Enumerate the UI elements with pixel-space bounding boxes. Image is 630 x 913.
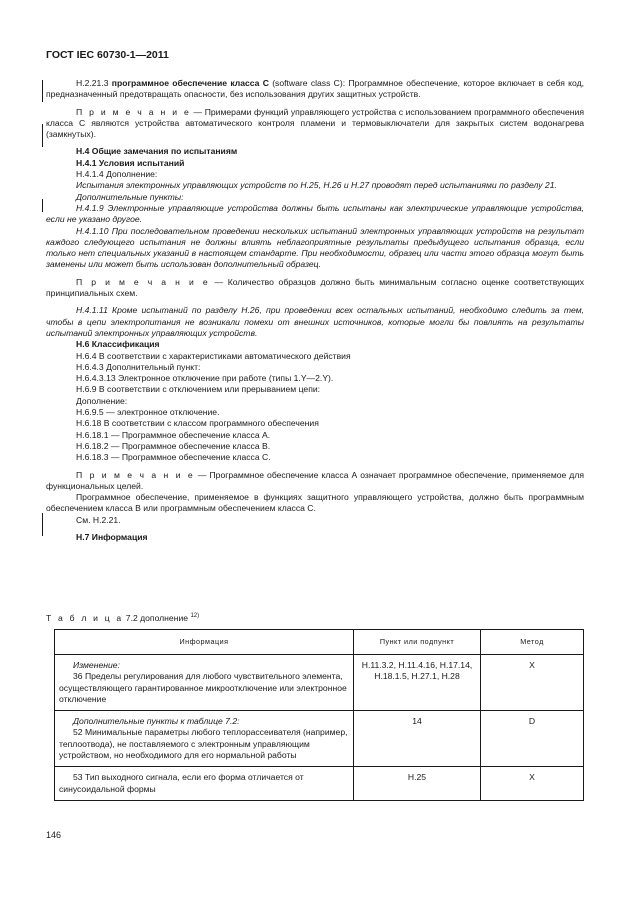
section-heading: H.4 Общие замечания по испытаниям: [76, 146, 238, 157]
paragraph: H.4.1.11 Кроме испытаний по разделу H.26, при проведении всех остальных испытаний, необходимо следить за тем, чтобы в цепи электропитания не возникали помехи от внешних источников, которые могли бы повлиять на результаты испытаний электронных управляющих устройств.: [46, 305, 584, 338]
column-header: Метод: [481, 630, 584, 655]
table-cell: 53 Тип выходного сигнала, если его форма отличается от синусоидальной формы: [55, 767, 354, 801]
table-cell: X: [481, 767, 584, 801]
table-caption: Т а б л и ц а 7.2 дополнение $^{12)}$: [46, 613, 200, 623]
change-bar: [42, 199, 43, 212]
table-cell: Изменение: 36 Пределы регулирования для любого чувствительного элемента, осуществляющего гарантированное микроотключение или электронное отключение: [55, 655, 354, 711]
section-heading: H.4.1 Условия испытаний: [76, 157, 185, 168]
table-row: [55, 767, 584, 801]
paragraph: H.4.1.10 При последовательном проведении нескольких испытаний электронных управляющих устройств на результат каждого следующего испытания не должны влиять неблагоприятные результаты предыдущего испытания образца, если только нет специальных указаний в настоящем стандарте. При необходимости, образец или части этого образца могут быть заменены или может быть использован дополнительный образец.: [46, 225, 584, 270]
table-row: [55, 655, 584, 711]
table-header-row: [55, 630, 584, 655]
definition-h22113: H.2.21.3 программное обеспечение класса С (software class C): Программное обеспечение, которое включает в себя код, предназначенный предотвращать опасности, без использования других защитных устройств.: [46, 78, 584, 100]
note-2: П р и м е ч а н и е — Количество образцов должно быть минимальным согласно оценке соответствующих принципиальных схем.: [46, 276, 584, 299]
page-header: ГОСТ IEC 60730-1—2011: [46, 49, 169, 61]
section-heading: H.6 Классификация: [76, 339, 160, 350]
paragraph: Испытания электронных управляющих устройств по H.25, H.26 и H.27 проводят перед испытаниями по разделу 21.: [76, 180, 557, 191]
table-cell: 14: [354, 711, 481, 767]
paragraph: H.4.1.4 Дополнение:: [76, 169, 158, 180]
list-item: H.6.4.3.13 Электронное отключение при работе (типы 1.Y—2.Y).: [76, 373, 334, 384]
table-cell: H.11.3.2, H.11.4.16, H.17.14, H.18.1.5, H.27.1, H.28: [354, 655, 481, 711]
change-bar: [42, 513, 43, 536]
paragraph: Программное обеспечение, применяемое в функциях защитного управляющего устройства, должно быть программным обеспечением класса В или программным обеспечением класса С.: [46, 492, 584, 514]
list-item: H.6.18.2 — Программное обеспечение класса В.: [76, 440, 271, 451]
table-row: [55, 711, 584, 767]
column-header: Пункт или подпункт: [354, 630, 481, 655]
list-item: H.6.9.5 — электронное отключение.: [76, 407, 220, 418]
list-item: H.6.18 В соответствии с классом программного обеспечения: [76, 418, 319, 429]
paragraph: Дополнительные пункты:: [76, 191, 184, 202]
table-cell: Дополнительные пункты к таблице 7.2: 52 Минимальные параметры любого теплорассеивателя (например, теплоотвода), не поставляемого с электронным управляющим устройством, но необходимого для его нормальной работы: [55, 711, 354, 767]
column-header: Информация: [55, 630, 354, 655]
table-cell: H.25: [354, 767, 481, 801]
information-table: [54, 629, 584, 801]
main-text: [46, 78, 584, 543]
table-cell: D: [481, 711, 584, 767]
note-1: П р и м е ч а н и е — Примерами функций управляющего устройства с использованием программного обеспечения класса С являются устройства автоматического контроля пламени и термовыключатели для закрытых систем водонагрева (замкнутых).: [46, 106, 584, 140]
list-item: H.6.4 В соответствии с характеристиками автоматического действия: [76, 350, 351, 361]
list-item: H.6.4.3 Дополнительный пункт:: [76, 361, 201, 372]
note-3: П р и м е ч а н и е — Программное обеспечение класса А означает программное обеспечение, применяемое для функциональных целей.: [46, 469, 584, 491]
table-cell: X: [481, 655, 584, 711]
list-item: Дополнение:: [76, 395, 128, 406]
paragraph: H.4.1.9 Электронные управляющие устройства должны быть испытаны как электрические управляющие устройства, если не указано другое.: [46, 202, 584, 225]
page-number: 146: [46, 830, 62, 840]
paragraph: См. H.2.21.: [76, 514, 121, 525]
list-item: H.6.18.1 — Программное обеспечение класса А.: [76, 429, 271, 440]
change-bar: [42, 80, 43, 102]
section-heading: H.7 Информация: [76, 531, 148, 542]
change-bar: [42, 124, 43, 147]
list-item: H.6.9 В соответствии с отключением или прерыванием цепи:: [76, 384, 321, 395]
list-item: H.6.18.3 — Программное обеспечение класса С.: [76, 452, 271, 463]
